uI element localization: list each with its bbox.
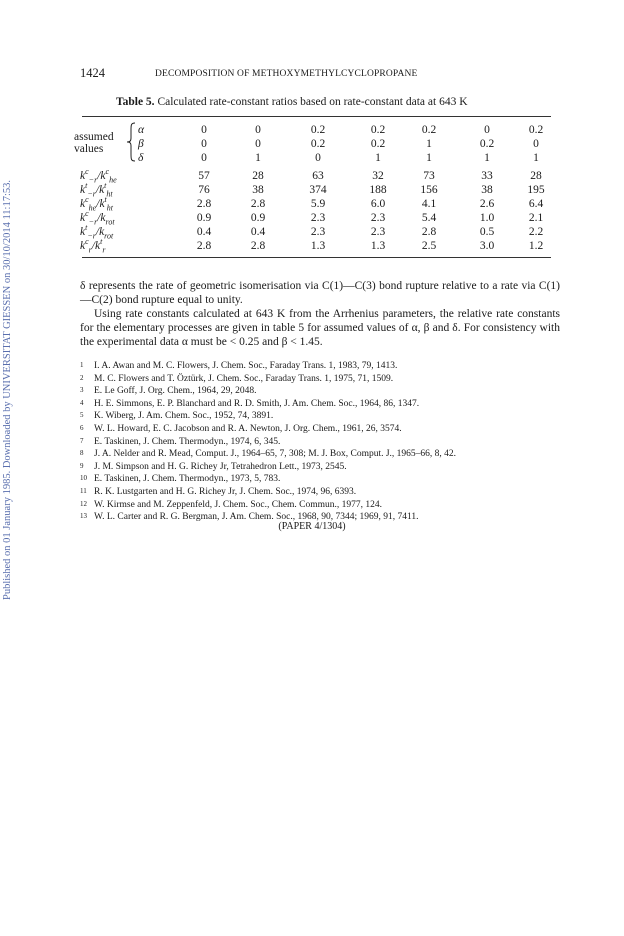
table-top-rule [82, 116, 551, 117]
table-cell: 0.2 [310, 124, 326, 136]
table-cell: 0 [255, 138, 261, 150]
ratio-num-symbol: k [80, 184, 86, 196]
ratio-num-sup: t [85, 181, 88, 191]
ratio-den-symbol: k [99, 198, 105, 210]
reference-number: 10 [80, 474, 87, 483]
table-cell: 57 [198, 170, 210, 182]
reference-number: 7 [80, 436, 84, 445]
ratio-den-sub: ht [106, 189, 113, 199]
reference-number: 5 [80, 411, 84, 420]
ratio-den-symbol: k [95, 240, 101, 252]
ratio-slash: / [96, 198, 100, 210]
ratio-den-symbol: k [99, 184, 105, 196]
reference-item [80, 499, 560, 512]
ratio-num-symbol: k [80, 170, 86, 182]
ratio-den-sup: t [104, 195, 107, 205]
table-cell: 1 [375, 152, 381, 164]
table-cell: 1 [426, 138, 432, 150]
table-cell: 1 [484, 152, 490, 164]
reference-text: J. M. Simpson and H. G. Richey Jr, Tetrahedron Lett., 1973, 2545. [94, 461, 347, 472]
reference-item [80, 486, 560, 499]
table-cell: 2.8 [250, 240, 266, 252]
table-cell: 2.3 [310, 226, 326, 238]
table-cell: 2.1 [528, 212, 544, 224]
reference-text: H. E. Simmons, E. P. Blanchard and R. D. Smith, J. Am. Chem. Soc., 1964, 86, 1347. [94, 398, 420, 409]
param-row [80, 124, 560, 137]
table-cell: 1.3 [310, 240, 326, 252]
table-cell: 0.5 [479, 226, 495, 238]
ratio-row [80, 167, 560, 185]
reference-item [80, 436, 560, 449]
table-cell: 2.8 [196, 198, 212, 210]
ratio-slash: / [91, 240, 95, 252]
reference-text: W. L. Howard, E. C. Jacobson and R. A. Newton, J. Org. Chem., 1961, 26, 3574. [94, 423, 402, 434]
table-cell: 32 [372, 170, 384, 182]
ratio-num-sup: t [85, 223, 88, 233]
table-cell: 0 [201, 138, 207, 150]
ratio-num-sub: he [88, 203, 97, 213]
reference-number: 13 [80, 512, 87, 521]
assumed-label-line2: values [74, 143, 104, 155]
page-number: 1424 [80, 66, 105, 80]
reference-number: 11 [80, 486, 87, 495]
ratio-den-symbol: k [100, 212, 106, 224]
ratio-num-sub: −r [88, 217, 98, 227]
table-caption [116, 96, 468, 108]
table-cell: 5.9 [310, 198, 326, 210]
ratio-den-sup: t [104, 181, 107, 191]
table-cell: 0.4 [196, 226, 212, 238]
reference-item [80, 398, 560, 411]
table-cell: 2.8 [250, 198, 266, 210]
table-cell: 0.9 [196, 212, 212, 224]
reference-number: 12 [80, 499, 87, 508]
table-cell: 76 [198, 184, 210, 196]
ratio-num-sup: c [85, 209, 89, 219]
ratio-den-symbol: k [99, 226, 105, 238]
table-cell: 2.6 [479, 198, 495, 210]
table-cell: 2.3 [310, 212, 326, 224]
table-cell: 0 [315, 152, 321, 164]
table-cell: 1.3 [370, 240, 386, 252]
table-cell: 28 [252, 170, 264, 182]
table-cell: 188 [369, 184, 387, 196]
reference-text: I. A. Awan and M. C. Flowers, J. Chem. Soc., Faraday Trans. 1, 1983, 79, 1413. [94, 361, 398, 371]
ratio-row [80, 209, 560, 227]
reference-number: 9 [80, 461, 84, 470]
paper-id: (PAPER 4/1304) [278, 521, 346, 532]
ratio-num-sub: −r [87, 231, 96, 241]
reference-item [80, 423, 560, 436]
ratio-num-sub: r [88, 245, 92, 255]
reference-number: 3 [80, 386, 84, 395]
reference-text: E. Le Goff, J. Org. Chem., 1964, 29, 2048. [94, 386, 257, 397]
table-cell: 2.5 [421, 240, 437, 252]
table-cell: 6.4 [528, 198, 544, 210]
ratio-slash: / [95, 184, 100, 196]
table-cell: 33 [481, 170, 493, 182]
reference-item [80, 373, 560, 386]
table-cell: 2.2 [528, 226, 544, 238]
ratio-den-sup: t [100, 237, 103, 247]
param-row [80, 152, 560, 165]
reference-text: M. C. Flowers and T. Öztürk, J. Chem. Soc., Faraday Trans. 1, 1975, 71, 1509. [94, 373, 394, 384]
table-cell: 0.2 [528, 124, 544, 136]
reference-item [80, 461, 560, 474]
table-caption-label: Table 5. [116, 96, 155, 108]
reference-text: W. Kirmse and M. Zeppenfeld, J. Chem. Soc., Chem. Commun., 1977, 124. [94, 499, 383, 510]
ratio-slash: / [97, 170, 101, 182]
ratio-den-sub: ht [106, 203, 114, 213]
ratio-num-sup: c [85, 167, 89, 177]
table-cell: 6.0 [370, 198, 386, 210]
ratio-slash: / [95, 226, 100, 238]
reference-item [80, 385, 560, 398]
ratio-den-sub: rot [105, 217, 115, 227]
reference-text: J. A. Nelder and R. Mead, Comput. J., 1964–65, 7, 308; M. J. Box, Comput. J., 1965–66, 8, 42. [94, 449, 457, 460]
table-cell: 0.2 [370, 138, 386, 150]
download-watermark: Published on 01 January 1985. Downloaded by UNIVERSITAT GIESSEN on 30/10/2014 11:17:53. [2, 180, 13, 601]
param-symbol-2: δ [138, 152, 144, 164]
param-row [80, 138, 560, 151]
ratio-label [80, 237, 106, 255]
reference-number: 6 [80, 423, 84, 432]
table-cell: 156 [420, 184, 438, 196]
ratio-num-sub: −r [87, 189, 96, 199]
ratio-num-symbol: k [80, 226, 86, 238]
table-cell: 2.8 [421, 226, 437, 238]
ratio-row [80, 237, 560, 255]
table-cell: 28 [530, 170, 542, 182]
reference-text: E. Taskinen, J. Chem. Thermodyn., 1974, 6, 345. [94, 436, 281, 447]
results-paragraph: Using rate constants calculated at 643 K from the Arrhenius parameters, the relative rate constants for the elementary processes are given in table 5 for assumed values of α, β and δ. For consistency with the experimental data α must be < 0.25 and β < 1.45. [80, 308, 560, 348]
reference-number: 8 [80, 449, 84, 458]
table-cell: 4.1 [421, 198, 437, 210]
table-cell: 0.2 [479, 138, 495, 150]
table-cell: 1 [426, 152, 432, 164]
table-cell: 0 [201, 124, 207, 136]
table-cell: 73 [423, 170, 435, 182]
reference-text: R. K. Lustgarten and H. G. Richey Jr, J. Chem. Soc., 1974, 96, 6393. [94, 486, 357, 497]
reference-item [80, 360, 560, 373]
table-cell: 38 [481, 184, 493, 196]
ratio-num-symbol: k [80, 198, 86, 210]
reference-item [80, 448, 560, 461]
table-cell: 0.9 [250, 212, 266, 224]
ratio-row [80, 195, 560, 213]
table-cell: 195 [527, 184, 545, 196]
reference-text: K. Wiberg, J. Am. Chem. Soc., 1952, 74, 3891. [94, 411, 274, 422]
table-cell: 1 [533, 152, 539, 164]
reference-list [80, 360, 560, 524]
table-cell: 0 [255, 124, 261, 136]
assumed-label-line1: assumed [74, 131, 114, 143]
ratio-slash: / [97, 212, 101, 224]
table-cell: 5.4 [421, 212, 437, 224]
table-bottom-rule [82, 257, 551, 258]
table-cell: 0 [533, 138, 539, 150]
table-cell: 0 [484, 124, 490, 136]
ratio-num-sup: c [85, 237, 89, 247]
running-head: DECOMPOSITION OF METHOXYMETHYLCYCLOPROPANE [155, 69, 418, 79]
reference-number: 4 [80, 398, 84, 407]
table-cell: 63 [312, 170, 324, 182]
reference-number: 2 [80, 373, 84, 382]
ratio-row [80, 223, 560, 241]
ratio-num-sup: c [85, 195, 89, 205]
ratio-den-sup: c [105, 167, 110, 177]
ratio-den-symbol: k [100, 170, 106, 182]
table-caption-text: Calculated rate-constant ratios based on rate-constant data at 643 K [157, 96, 468, 108]
ratio-den-sub: r [102, 245, 106, 255]
table-cell: 1.0 [479, 212, 495, 224]
reference-item [80, 410, 560, 423]
table-cell: 0.2 [421, 124, 437, 136]
table-cell: 2.3 [370, 212, 386, 224]
table-cell: 0 [201, 152, 207, 164]
table-cell: 0.2 [370, 124, 386, 136]
ratio-row [80, 181, 560, 199]
table-cell: 2.8 [196, 240, 212, 252]
reference-text: W. L. Carter and R. G. Bergman, J. Am. Chem. Soc., 1968, 90, 7344; 1969, 91, 7411. [94, 512, 419, 523]
table-cell: 2.3 [370, 226, 386, 238]
ratio-num-symbol: k [80, 212, 86, 224]
table-cell: 38 [252, 184, 264, 196]
param-symbol-1: β [138, 138, 144, 150]
reference-item [80, 473, 560, 486]
ratio-num-sub: −r [88, 175, 98, 185]
table-cell: 3.0 [479, 240, 495, 252]
table-cell: 0.2 [310, 138, 326, 150]
delta-definition-paragraph: δ represents the rate of geometric isomerisation via C(1)—C(3) bond rupture relative to a rate via C(1)—C(2) bond rupture equal to unity. [80, 280, 560, 306]
table-cell: 374 [309, 184, 327, 196]
ratio-den-sub: he [109, 175, 117, 185]
ratio-den-sub: rot [104, 231, 114, 241]
reference-text: E. Taskinen, J. Chem. Thermodyn., 1973, 5, 783. [94, 474, 281, 485]
table-cell: 0.4 [250, 226, 266, 238]
table-cell: 1.2 [528, 240, 544, 252]
table-cell: 1 [255, 152, 261, 164]
ratio-num-symbol: k [80, 240, 86, 252]
reference-number: 1 [80, 361, 84, 369]
param-symbol-0: α [138, 124, 145, 136]
